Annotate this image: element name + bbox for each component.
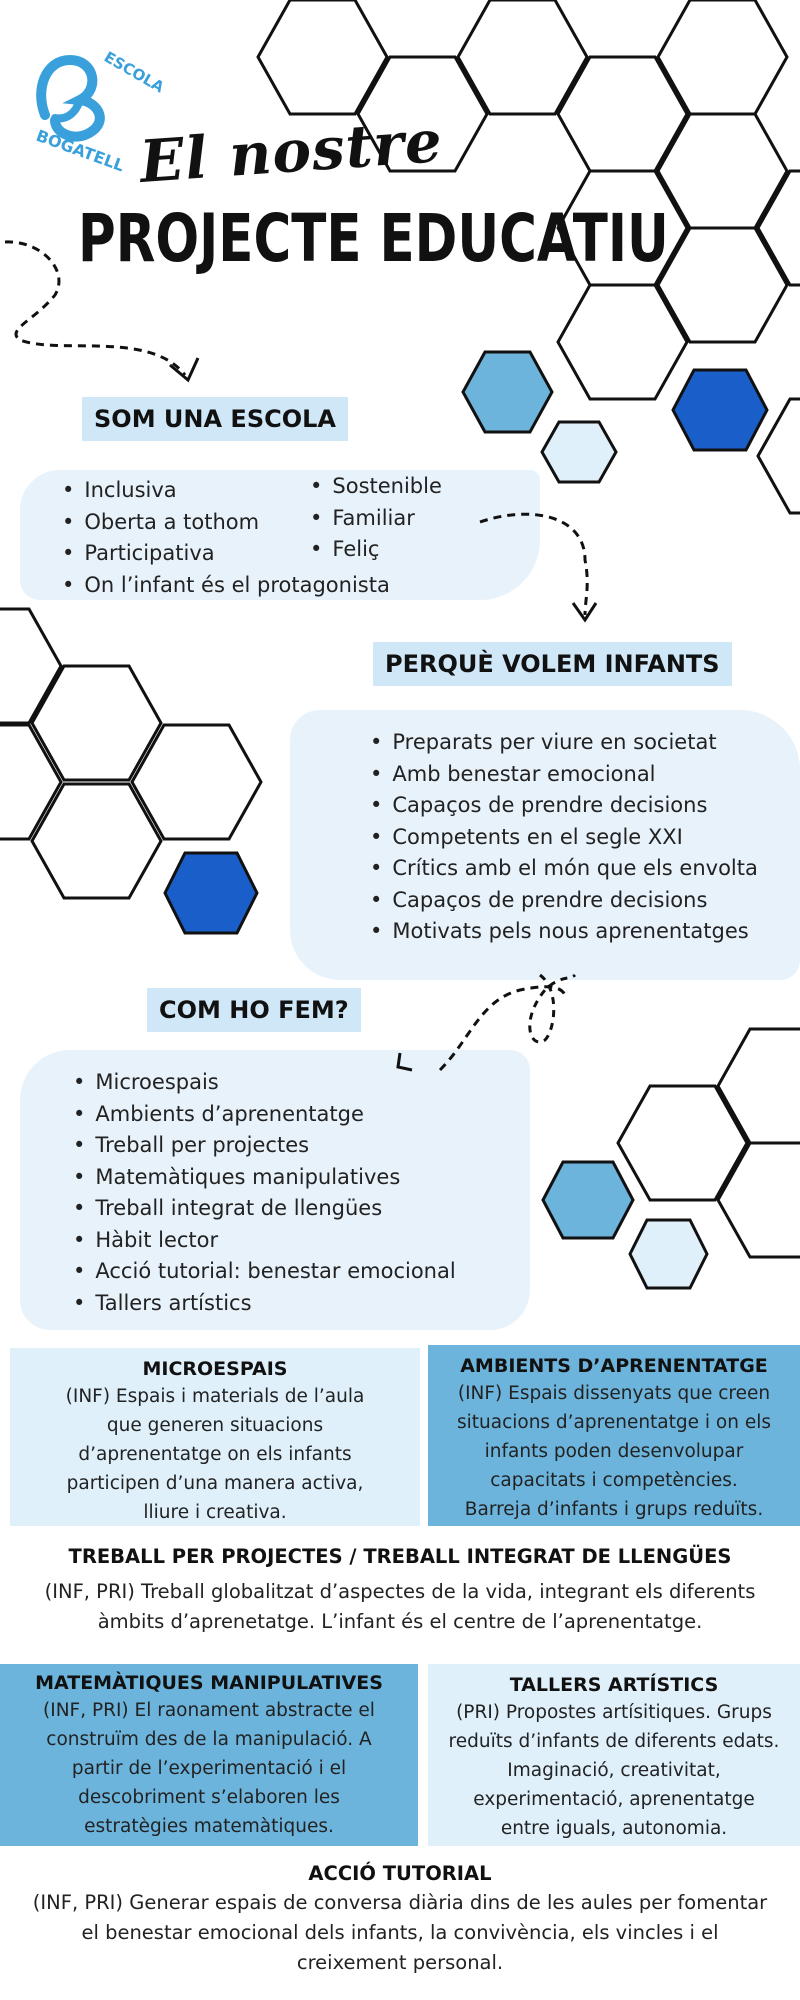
block-line: (INF, PRI) Generar espais de conversa diària dins de les aules per fomentar — [32, 1891, 768, 1914]
box-title: MATEMÀTIQUES MANIPULATIVES — [35, 1672, 383, 1694]
info-box-ambients — [428, 1345, 800, 1526]
list-item: • Feliç — [310, 534, 442, 566]
com-list — [73, 1067, 456, 1319]
block-line: (INF, PRI) Treball globalitzat d’aspectes de la vida, integrant els diferents — [44, 1580, 756, 1603]
list-item: • Familiar — [310, 503, 442, 535]
info-box-microespais — [10, 1348, 420, 1526]
list-item: • Amb benestar emocional — [370, 759, 758, 791]
section-heading-som: SOM UNA ESCOLA — [82, 397, 348, 441]
info-block-projectes — [0, 1543, 800, 1637]
som-list-col2 — [310, 471, 442, 566]
section-heading-perque: PERQUÈ VOLEM INFANTS — [373, 642, 732, 686]
list-item: • Ambients d’aprenentatge — [73, 1099, 456, 1131]
block-line: el benestar emocional dels infants, la convivència, els vincles i el — [81, 1921, 719, 1944]
box-line: (INF) Espais dissenyats que creen — [457, 1383, 771, 1404]
box-line: (INF, PRI) El raonament abstracte el — [43, 1700, 375, 1721]
box-line: participen d’una manera activa, — [66, 1473, 364, 1494]
list-item: • Sostenible — [310, 471, 442, 503]
box-title: TALLERS ARTÍSTICS — [509, 1674, 719, 1696]
box-line: descobriment s’elaboren les — [78, 1787, 340, 1808]
list-item: • Treball per projectes — [73, 1130, 456, 1162]
box-line: reduïts d’infants de diferents edats. — [448, 1731, 780, 1752]
page-title: PROJECTE EDUCATIU — [78, 200, 669, 277]
box-title: MICROESPAIS — [142, 1358, 288, 1380]
block-title: ACCIÓ TUTORIAL — [308, 1862, 492, 1885]
info-box-matematiques — [0, 1664, 418, 1846]
list-item: • Capaços de prendre decisions — [370, 790, 758, 822]
logo-text-escola: ESCOLA — [101, 47, 168, 97]
box-line: construïm des de la manipulació. A — [46, 1729, 372, 1750]
block-line: àmbits d’aprenetatge. L’infant és el centre de l’aprenentatge. — [97, 1610, 703, 1633]
list-item: • Oberta a tothom — [62, 507, 390, 539]
box-line: que generen situacions — [106, 1415, 324, 1436]
list-item: • Acció tutorial: benestar emocional — [73, 1256, 456, 1288]
list-item: • Microespais — [73, 1067, 456, 1099]
section-heading-com: COM HO FEM? — [147, 988, 361, 1032]
school-logo — [25, 20, 168, 176]
list-item: • Matemàtiques manipulatives — [73, 1162, 456, 1194]
list-item: • Competents en el segle XXI — [370, 822, 758, 854]
list-item: • Motivats pels nous aprenentatges — [370, 916, 758, 948]
box-line: d’aprenentatge on els infants — [78, 1444, 352, 1465]
perque-list — [370, 727, 758, 948]
box-line: (PRI) Propostes artísitiques. Grups — [456, 1702, 772, 1723]
list-item: • Preparats per viure en societat — [370, 727, 758, 759]
box-line: lliure i creativa. — [143, 1502, 287, 1523]
box-line: estratègies matemàtiques. — [84, 1816, 334, 1837]
list-item: • Hàbit lector — [73, 1225, 456, 1257]
block-line: creixement personal. — [296, 1951, 504, 1974]
box-line: Imaginació, creativitat, — [507, 1760, 721, 1781]
box-line: situacions d’aprenentatge i on els — [456, 1412, 772, 1433]
list-item: • Capaços de prendre decisions — [370, 885, 758, 917]
box-line: experimentació, aprenentatge — [473, 1789, 755, 1810]
box-line: entre iguals, autonomia. — [500, 1818, 728, 1839]
box-line: capacitats i competències. — [490, 1470, 738, 1491]
list-item: • Participativa — [62, 538, 390, 570]
list-item: • On l’infant és el protagonista — [62, 570, 390, 602]
title-script: El nostre — [137, 106, 445, 196]
logo-text-bogatell: BOGATELL — [33, 125, 127, 176]
info-block-tutorial — [0, 1860, 800, 1978]
list-item: • Crítics amb el món que els envolta — [370, 853, 758, 885]
block-title: TREBALL PER PROJECTES / TREBALL INTEGRAT DE LLENGÜES — [68, 1545, 732, 1568]
list-item: • Inclusiva — [62, 475, 390, 507]
list-item: • Tallers artístics — [73, 1288, 456, 1320]
list-item: • Treball integrat de llengües — [73, 1193, 456, 1225]
box-line: partir de l’experimentació i el — [71, 1758, 347, 1779]
box-line: infants poden desenvolupar — [484, 1441, 744, 1462]
box-line: Barreja d’infants i grups reduïts. — [464, 1499, 764, 1520]
box-title: AMBIENTS D’APRENENTATGE — [460, 1355, 768, 1377]
box-line: (INF) Espais i materials de l’aula — [65, 1386, 365, 1407]
info-box-tallers — [428, 1664, 800, 1846]
